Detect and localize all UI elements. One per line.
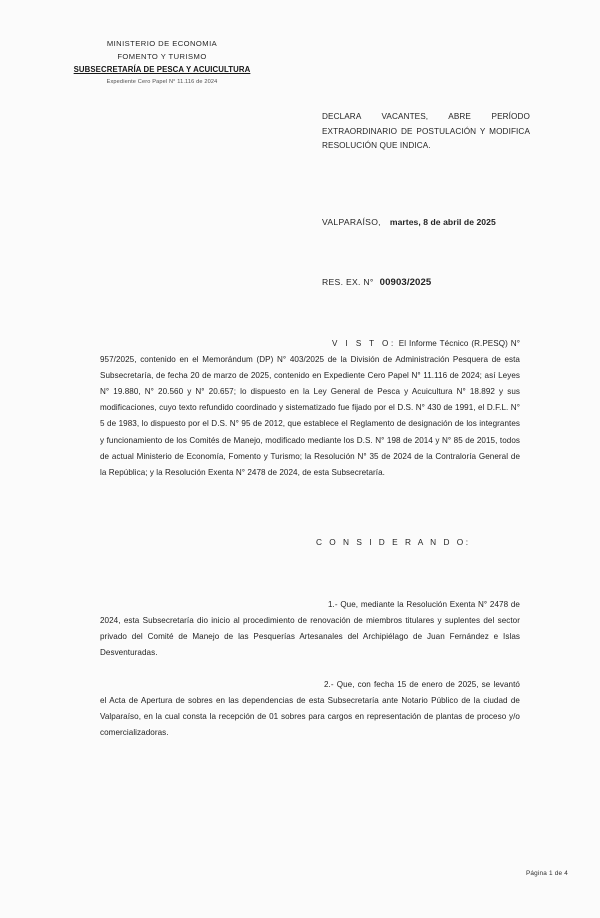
page-footer: Página 1 de 4 xyxy=(525,870,568,877)
considerando-paragraph-2 xyxy=(100,677,520,741)
place-date-line xyxy=(322,217,496,227)
visto-lead: V I S T O: xyxy=(332,339,396,348)
subject-block: DECLARA VACANTES, ABRE PERÍODO EXTRAORDINARIO DE POSTULACIÓN Y MODIFICA RESOLUCIÓN QUE INDICA. xyxy=(322,112,530,151)
ministry-line-2: FOMENTO Y TURISMO xyxy=(117,51,207,61)
resolution-number-line xyxy=(322,277,431,288)
resolution-number: 00903/2025 xyxy=(379,277,432,288)
letterhead xyxy=(62,38,262,85)
place-label: VALPARAÍSO, xyxy=(322,217,381,227)
organization-name: SUBSECRETARÍA DE PESCA Y ACUICULTURA xyxy=(73,65,251,74)
resolution-label: RES. EX. N° xyxy=(322,277,374,287)
expediente-reference: Expediente Cero Papel N° 11.116 de 2024 xyxy=(106,79,218,85)
considerando-heading: C O N S I D E R A N D O: xyxy=(316,537,471,547)
visto-text: El Informe Técnico (R.PESQ) N° 957/2025, contenido en el Memorándum (DP) N° 403/2025 de la División de Administración Pesquera de esta Subsecretaría, de fecha 20 de marzo de 2025, contenido en Expediente Cero Papel N° 11.116 de 2024; así Leyes N° 19.880, N° 20.560 y N° 20.657; lo dispuesto en la Ley General de Pesca y Acuicultura N° 18.892 y sus modificaciones, cuyo texto refundido coordinado y sistematizado fue fijado por el D.S. N° 430 de 1991, el D.F.L. N° 5 de 1983, lo dispuesto por el D.S. N° 95 de 2012, que establece el Reglamento de designación de los integrantes y funcionamiento de los Comités de Manejo, modificado mediante los D.S. N° 198 de 2014 y N° 85 de 2015, todos de actual Ministerio de Economía, Fomento y Turismo; la Resolución N° 35 de 2024 de la Contraloría General de la República; y la Resolución Exenta N° 2478 de 2024, de esta Subsecretaría. xyxy=(100,339,520,477)
visto-paragraph xyxy=(100,336,520,481)
considerando-2-text: 2.- Que, con fecha 15 de enero de 2025, se levantó el Acta de Apertura de sobres en las dependencias de esta Subsecretaría ante Notario Público de la ciudad de Valparaíso, en la cual consta la recepción de 01 sobres para cargos en representación de plantas de proceso y/o comercializadoras. xyxy=(100,680,520,738)
considerando-paragraph-1 xyxy=(100,597,520,661)
date-label: martes, 8 de abril de 2025 xyxy=(389,217,496,227)
ministry-line-1: MINISTERIO DE ECONOMIA xyxy=(106,39,218,48)
considerando-1-text: 1.- Que, mediante la Resolución Exenta N° 2478 de 2024, esta Subsecretaría dio inicio al procedimiento de renovación de miembros titulares y suplentes del sector privado del Comité de Manejo de las Pesquerías Artesanales del Archipiélago de Juan Fernández e Islas Desventuradas. xyxy=(100,600,520,658)
